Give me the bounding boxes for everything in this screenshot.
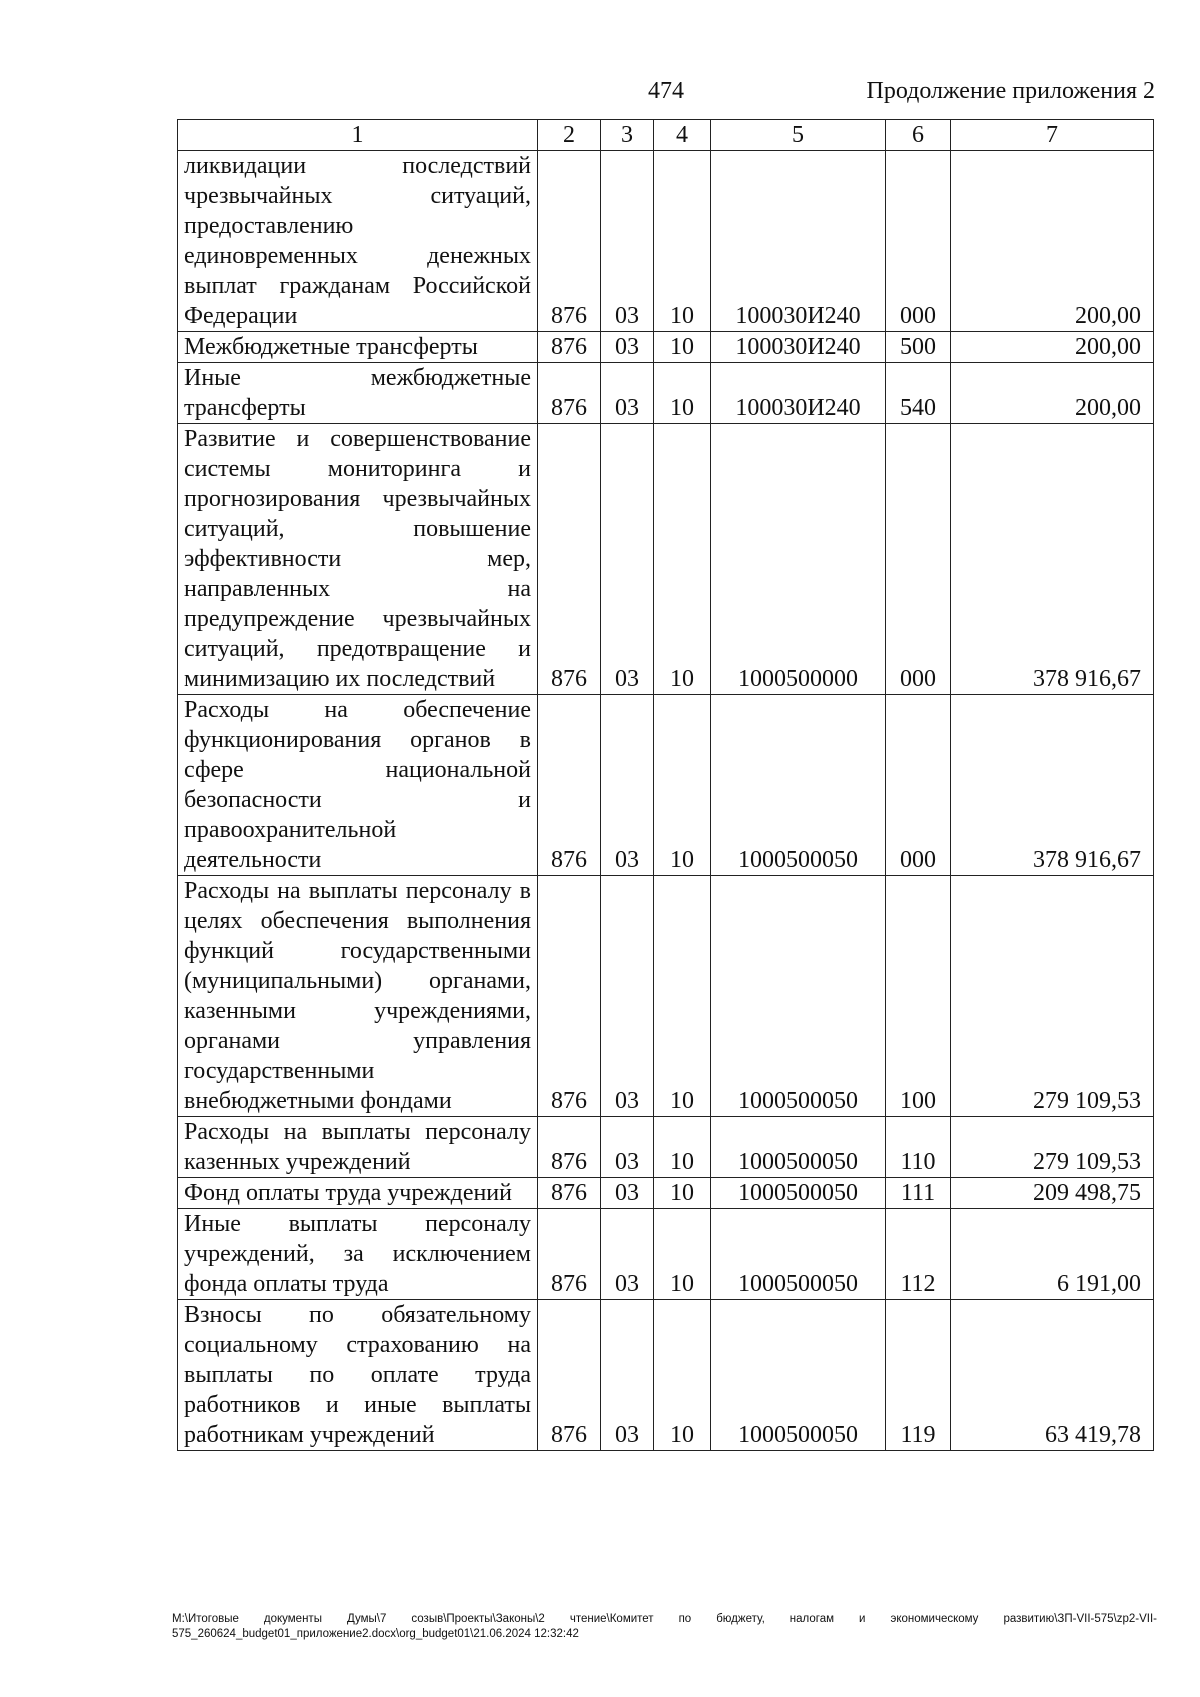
cell-expense-type: 500	[886, 332, 951, 363]
table-row	[178, 876, 1154, 1117]
table-row	[178, 695, 1154, 876]
cell-ministry: 876	[538, 876, 601, 1117]
cell-expense-type: 112	[886, 1209, 951, 1300]
cell-amount: 200,00	[951, 363, 1154, 424]
cell-subsection: 10	[654, 332, 711, 363]
table-row	[178, 151, 1154, 332]
cell-target-article: 1000500050	[711, 1300, 886, 1451]
cell-section: 03	[601, 695, 654, 876]
column-header: 4	[654, 120, 711, 151]
row-name: Расходы на выплаты персоналу в целях обеспечения выполнения функций государственными (муниципальными) органами, казенными учреждениями, органами управления государственными внебюджетными фондами	[178, 876, 538, 1117]
row-name: Фонд оплаты труда учреждений	[178, 1178, 538, 1209]
cell-subsection: 10	[654, 1300, 711, 1451]
cell-ministry: 876	[538, 424, 601, 695]
cell-expense-type: 000	[886, 424, 951, 695]
cell-ministry: 876	[538, 1209, 601, 1300]
cell-amount: 200,00	[951, 151, 1154, 332]
row-name: Иные выплаты персоналу учреждений, за исключением фонда оплаты труда	[178, 1209, 538, 1300]
cell-section: 03	[601, 151, 654, 332]
cell-subsection: 10	[654, 1178, 711, 1209]
row-name: Расходы на выплаты персоналу казенных учреждений	[178, 1117, 538, 1178]
cell-subsection: 10	[654, 363, 711, 424]
cell-section: 03	[601, 332, 654, 363]
cell-amount: 378 916,67	[951, 424, 1154, 695]
cell-expense-type: 111	[886, 1178, 951, 1209]
cell-subsection: 10	[654, 424, 711, 695]
column-header: 6	[886, 120, 951, 151]
row-name: Расходы на обеспечение функционирования органов в сфере национальной безопасности и правоохранительной деятельности	[178, 695, 538, 876]
column-header: 5	[711, 120, 886, 151]
cell-amount: 378 916,67	[951, 695, 1154, 876]
table-row	[178, 363, 1154, 424]
cell-target-article: 1000500050	[711, 1209, 886, 1300]
cell-expense-type: 540	[886, 363, 951, 424]
cell-target-article: 100030И240	[711, 332, 886, 363]
column-header: 3	[601, 120, 654, 151]
row-name: Иные межбюджетные трансферты	[178, 363, 538, 424]
cell-amount: 200,00	[951, 332, 1154, 363]
cell-amount: 209 498,75	[951, 1178, 1154, 1209]
column-header: 7	[951, 120, 1154, 151]
column-header: 1	[178, 120, 538, 151]
cell-target-article: 100030И240	[711, 363, 886, 424]
file-path-footer: М:\Итоговые документы Думы\7 созыв\Проекты\Законы\2 чтение\Комитет по бюджету, налогам и экономическому развитию\ЗП-VII-575\zp2-VII-575_260624_budget01_приложение2.docx\org_budget01\21.06.2024 12:32:42	[172, 1613, 1157, 1640]
cell-subsection: 10	[654, 151, 711, 332]
cell-expense-type: 119	[886, 1300, 951, 1451]
cell-subsection: 10	[654, 1209, 711, 1300]
table-row	[178, 1178, 1154, 1209]
budget-table	[177, 119, 1154, 1451]
table-row	[178, 332, 1154, 363]
cell-amount: 63 419,78	[951, 1300, 1154, 1451]
cell-section: 03	[601, 424, 654, 695]
table-row	[178, 1209, 1154, 1300]
cell-section: 03	[601, 1300, 654, 1451]
header-row	[178, 120, 1154, 151]
row-name: Развитие и совершенствование системы мониторинга и прогнозирования чрезвычайных ситуаций, повышение эффективности мер, направленных на предупреждение чрезвычайных ситуаций, предотвращение и минимизацию их последствий	[178, 424, 538, 695]
cell-target-article: 100030И240	[711, 151, 886, 332]
row-name: ликвидации последствий чрезвычайных ситуаций, предоставлению единовременных денежных выплат гражданам Российской Федерации	[178, 151, 538, 332]
cell-ministry: 876	[538, 1178, 601, 1209]
cell-subsection: 10	[654, 695, 711, 876]
cell-expense-type: 000	[886, 151, 951, 332]
table-row	[178, 1117, 1154, 1178]
cell-ministry: 876	[538, 695, 601, 876]
table-row	[178, 1300, 1154, 1451]
row-name: Взносы по обязательному социальному страхованию на выплаты по оплате труда работников и иные выплаты работникам учреждений	[178, 1300, 538, 1451]
cell-subsection: 10	[654, 876, 711, 1117]
cell-section: 03	[601, 363, 654, 424]
cell-amount: 279 109,53	[951, 1117, 1154, 1178]
continuation-label: Продолжение приложения 2	[866, 78, 1155, 104]
cell-target-article: 1000500050	[711, 876, 886, 1117]
cell-section: 03	[601, 1209, 654, 1300]
cell-target-article: 1000500000	[711, 424, 886, 695]
cell-expense-type: 000	[886, 695, 951, 876]
cell-section: 03	[601, 1117, 654, 1178]
cell-ministry: 876	[538, 332, 601, 363]
cell-target-article: 1000500050	[711, 1117, 886, 1178]
cell-target-article: 1000500050	[711, 1178, 886, 1209]
cell-amount: 6 191,00	[951, 1209, 1154, 1300]
cell-amount: 279 109,53	[951, 876, 1154, 1117]
row-name: Межбюджетные трансферты	[178, 332, 538, 363]
cell-ministry: 876	[538, 1117, 601, 1178]
cell-ministry: 876	[538, 1300, 601, 1451]
cell-ministry: 876	[538, 363, 601, 424]
cell-section: 03	[601, 1178, 654, 1209]
cell-section: 03	[601, 876, 654, 1117]
table-row	[178, 424, 1154, 695]
page-number: 474	[648, 78, 684, 104]
cell-target-article: 1000500050	[711, 695, 886, 876]
column-header: 2	[538, 120, 601, 151]
cell-expense-type: 110	[886, 1117, 951, 1178]
cell-expense-type: 100	[886, 876, 951, 1117]
cell-ministry: 876	[538, 151, 601, 332]
cell-subsection: 10	[654, 1117, 711, 1178]
